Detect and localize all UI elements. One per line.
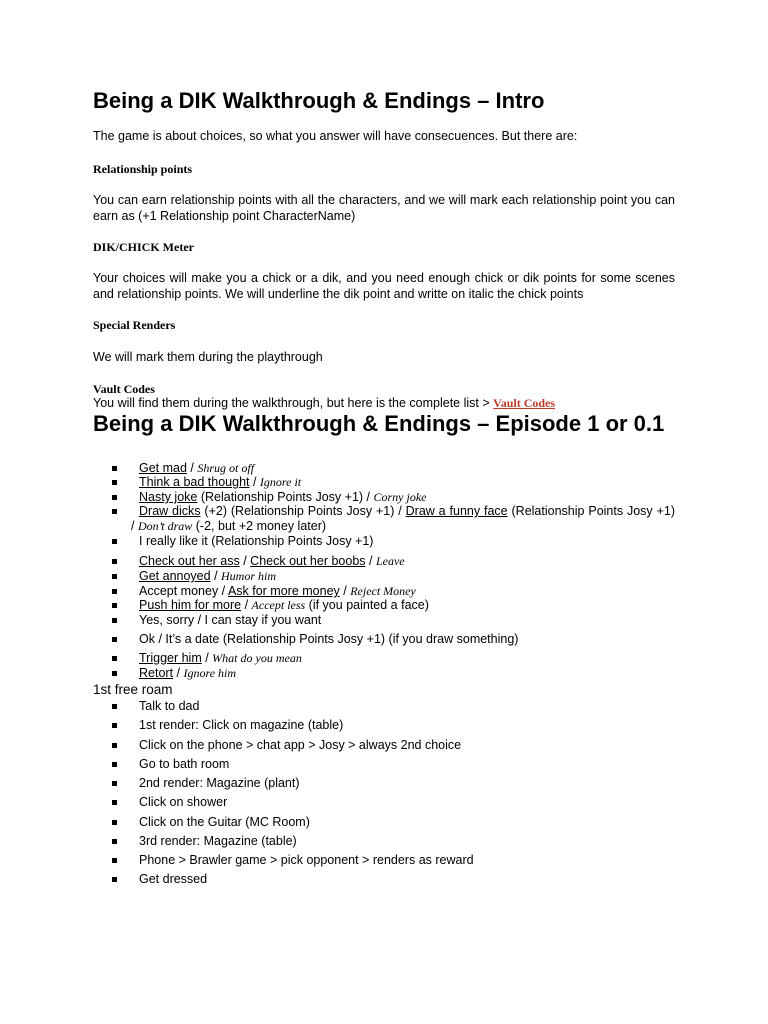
- chick-choice: Shrug ot off: [197, 461, 255, 475]
- bullet-icon: [112, 743, 117, 748]
- separator: /: [339, 584, 351, 598]
- note: (+2) (Relationship Points Josy +1) /: [200, 504, 406, 518]
- dik-choice: Check out her ass: [139, 554, 240, 568]
- chick-choice: Humor him: [221, 569, 277, 583]
- bullet-icon: [112, 637, 117, 642]
- separator: /: [239, 554, 251, 568]
- free-roam-title: 1st free roam: [93, 682, 173, 697]
- bullet-icon: [112, 671, 117, 676]
- dik-choice: Push him for more: [139, 598, 242, 612]
- bullet-icon: [112, 762, 117, 767]
- bullet-icon: [112, 704, 117, 709]
- separator: /: [210, 569, 222, 583]
- section-text-vault: [93, 395, 675, 411]
- dik-choice: Trigger him: [139, 651, 202, 665]
- chick-choice: Ignore it: [259, 475, 302, 489]
- bullet-icon: [112, 495, 117, 500]
- separator: /: [173, 666, 184, 680]
- bullet-icon: [112, 539, 117, 544]
- chick-choice: Leave: [375, 554, 405, 568]
- dik-choice: Nasty joke: [139, 490, 198, 504]
- separator: /: [186, 461, 198, 475]
- section-heading-dik-chick: DIK/CHICK Meter: [93, 240, 194, 254]
- section-heading-renders: Special Renders: [93, 318, 176, 332]
- dik-choice: Check out her boobs: [250, 554, 366, 568]
- note: (Relationship Points Josy +1) /: [131, 504, 675, 533]
- vault-text: You will find them during the walkthrough, but here is the complete list >: [93, 396, 494, 410]
- bullet-icon: [112, 559, 117, 564]
- dik-choice: Get mad: [139, 461, 187, 475]
- bullet-icon: [112, 656, 117, 661]
- bullet-icon: [112, 480, 117, 485]
- chick-choice: Accept less: [251, 598, 306, 612]
- bullet-icon: [112, 466, 117, 471]
- separator: /: [241, 598, 252, 612]
- separator: /: [365, 554, 376, 568]
- dik-choice: Draw dicks: [139, 504, 201, 518]
- chick-choice: Corny joke: [373, 490, 427, 504]
- section-text-renders: We will mark them during the playthrough: [93, 350, 323, 364]
- chick-choice: What do you mean: [212, 651, 302, 665]
- list-item: [93, 504, 675, 534]
- bullet-icon: [112, 800, 117, 805]
- chick-choice: Don’t draw: [137, 519, 193, 533]
- note: (if you painted a face): [305, 598, 429, 612]
- neutral-choice: Accept money /: [139, 584, 228, 598]
- dik-choice: Ask for more money: [227, 584, 340, 598]
- section-heading-vault: Vault Codes: [93, 382, 155, 396]
- vault-codes-link[interactable]: Vault Codes: [493, 396, 556, 410]
- bullet-icon: [112, 603, 117, 608]
- note: (Relationship Points Josy +1) /: [197, 490, 374, 504]
- bullet-icon: [112, 723, 117, 728]
- chick-choice: Ignore him: [183, 666, 237, 680]
- intro-title: Being a DIK Walkthrough & Endings – Intro: [93, 88, 545, 113]
- dik-choice: Draw a funny face: [405, 504, 508, 518]
- bullet-icon: [112, 858, 117, 863]
- bullet-icon: [112, 781, 117, 786]
- bullet-icon: [112, 820, 117, 825]
- section-text-relationship: You can earn relationship points with all the characters, and we will mark each relationship point you can earn as (+1 Relationship point CharacterName): [93, 193, 675, 223]
- separator: /: [201, 651, 213, 665]
- chick-choice: Reject Money: [350, 584, 416, 598]
- dik-choice: Retort: [139, 666, 174, 680]
- bullet-icon: [112, 509, 117, 514]
- bullet-icon: [112, 877, 117, 882]
- dik-choice: Get annoyed: [139, 569, 211, 583]
- bullet-icon: [112, 574, 117, 579]
- section-heading-relationship: Relationship points: [93, 162, 193, 176]
- bullet-icon: [112, 589, 117, 594]
- dik-choice: Think a bad thought: [139, 475, 250, 489]
- episode1-title: Being a DIK Walkthrough & Endings – Episode 1 or 0.1: [93, 411, 665, 436]
- note: (-2, but +2 money later): [192, 519, 327, 533]
- section-text-dik-chick: Your choices will make you a chick or a dik, and you need enough chick or dik points for some scenes and relationship points. We will underline the dik point and writte on italic the chick points: [93, 271, 675, 301]
- bullet-icon: [112, 839, 117, 844]
- separator: /: [249, 475, 260, 489]
- bullet-icon: [112, 618, 117, 623]
- intro-lead: The game is about choices, so what you answer will have consecuences. But there are:: [93, 129, 578, 143]
